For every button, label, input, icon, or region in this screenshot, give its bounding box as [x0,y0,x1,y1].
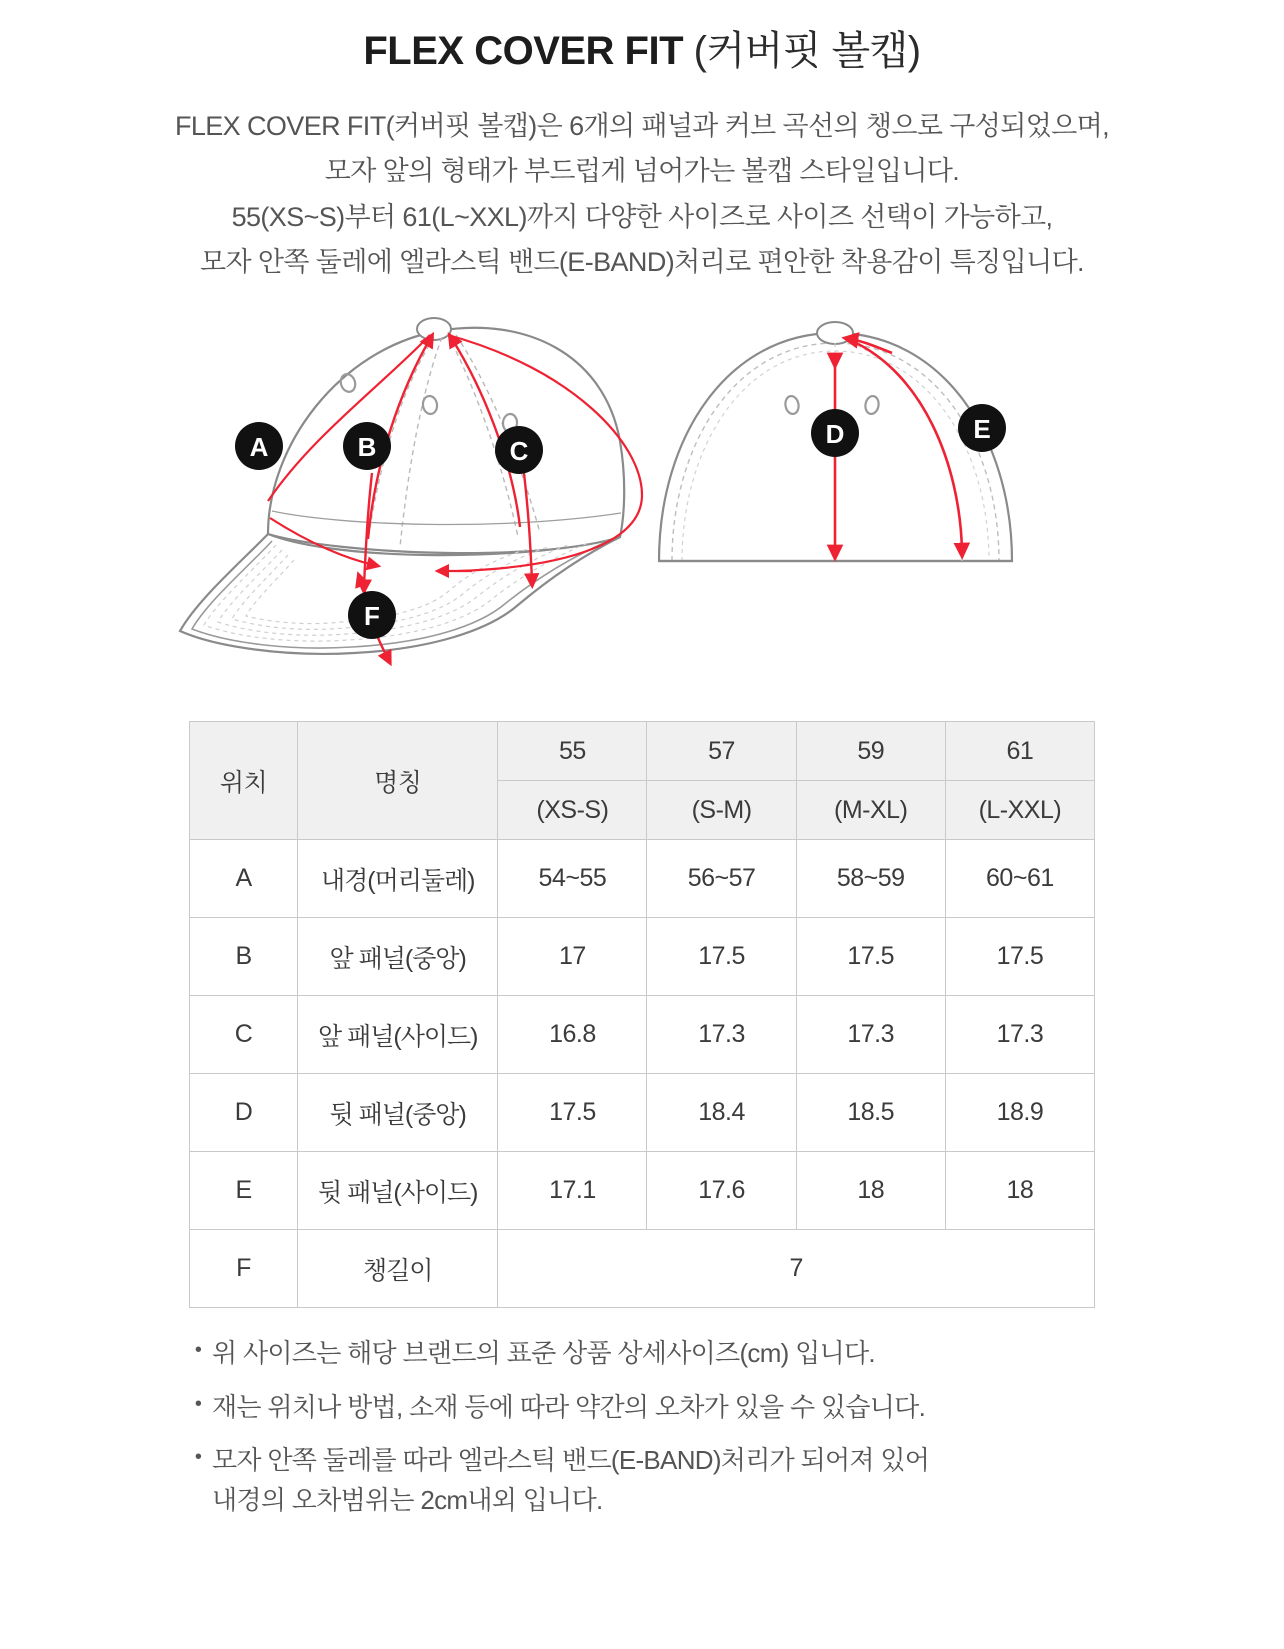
header-size-61: 61 [945,722,1094,781]
cell-value: 18 [796,1152,945,1230]
intro-paragraph [72,104,1212,285]
bullet-icon: • [194,1446,202,1469]
page-title [0,0,1284,74]
page-title-sub: (커버핏 볼캡) [693,29,921,73]
table-row [190,1230,1095,1308]
header-range-xs-s: (XS-S) [498,781,647,840]
note-item [184,1334,1122,1374]
top-button [417,318,451,340]
intro-line-1: FLEX COVER FIT(커버핏 볼캡)은 6개의 패널과 커브 곡선의 챙으로 구성되었으며, [174,111,1110,141]
marker-d [811,409,859,457]
cell-value-merged: 7 [498,1230,1095,1308]
cell-value: 18.9 [945,1074,1094,1152]
marker-e-label: E [973,414,991,445]
cell-value: 17.5 [945,918,1094,996]
header-name: 명칭 [298,722,498,840]
size-table-head [190,722,1095,840]
note-item [184,1388,1122,1428]
table-row [190,996,1095,1074]
table-row [190,840,1095,918]
cell-value: 58~59 [796,840,945,918]
cell-value: 54~55 [498,840,647,918]
cell-value: 17 [498,918,647,996]
cell-value: 17.5 [796,918,945,996]
cell-value: 18 [945,1152,1094,1230]
note-text [212,1334,1122,1374]
cell-name: 뒷 패널(중앙) [298,1074,498,1152]
cell-value: 18.5 [796,1074,945,1152]
bullet-icon: • [194,1392,202,1415]
marker-b-label: B [357,432,377,463]
cap-diagram-svg [172,313,1112,693]
header-range-s-m: (S-M) [647,781,796,840]
cell-position: E [190,1152,298,1230]
header-row-1 [190,722,1095,781]
note-line: 내경의 오차범위는 2cm내외 입니다. [212,1484,603,1515]
marker-b [343,422,391,470]
note-line: 위 사이즈는 해당 브랜드의 표준 상품 상세사이즈(cm) 입니다. [212,1338,875,1369]
note-text [212,1388,1122,1428]
cell-value: 17.5 [647,918,796,996]
marker-e [958,404,1006,452]
marker-f-label: F [364,601,380,632]
cell-value: 17.1 [498,1152,647,1230]
size-table-container [189,721,1095,1308]
cell-value: 18.4 [647,1074,796,1152]
header-range-l-xxl: (L-XXL) [945,781,1094,840]
page-title-main: FLEX COVER FIT [363,29,684,73]
header-size-57: 57 [647,722,796,781]
cap-measurement-diagram [0,313,1284,693]
marker-d-label: D [825,419,845,450]
cell-value: 17.3 [647,996,796,1074]
cell-name: 앞 패널(사이드) [298,996,498,1074]
cell-name: 앞 패널(중앙) [298,918,498,996]
table-row [190,918,1095,996]
table-row [190,1074,1095,1152]
back-top-button [817,322,853,344]
marker-a-label: A [249,432,269,463]
intro-line-2: 모자 앞의 형태가 부드럽게 넘어가는 볼캡 스타일입니다. [324,156,960,187]
marker-c-label: C [509,436,529,467]
intro-line-4: 모자 안쪽 둘레에 엘라스틱 밴드(E-BAND)처리로 편안한 착용감이 특징입니다. [200,247,1084,278]
marker-f [348,591,396,639]
header-size-55: 55 [498,722,647,781]
cell-value: 56~57 [647,840,796,918]
header-size-59: 59 [796,722,945,781]
cell-position: F [190,1230,298,1308]
cell-position: C [190,996,298,1074]
cell-value: 17.3 [945,996,1094,1074]
cell-name: 챙길이 [298,1230,498,1308]
cell-position: B [190,918,298,996]
cell-value: 17.3 [796,996,945,1074]
cell-position: D [190,1074,298,1152]
size-table [189,721,1095,1308]
note-item [184,1441,1122,1520]
size-table-body [190,840,1095,1308]
header-position: 위치 [190,722,298,840]
intro-line-3: 55(XS~S)부터 61(L~XXL)까지 다양한 사이즈로 사이즈 선택이 가능하고, [231,201,1053,232]
note-line: 재는 위치나 방법, 소재 등에 따라 약간의 오차가 있을 수 있습니다. [212,1391,926,1422]
cell-value: 60~61 [945,840,1094,918]
cell-position: A [190,840,298,918]
cell-value: 16.8 [498,996,647,1074]
note-line: 모자 안쪽 둘레를 따라 엘라스틱 밴드(E-BAND)처리가 되어져 있어 [212,1445,930,1476]
cell-name: 뒷 패널(사이드) [298,1152,498,1230]
table-row [190,1152,1095,1230]
marker-c [495,426,543,474]
cap-side-view [180,318,642,659]
bullet-icon: • [194,1339,202,1362]
cap-back-view [659,322,1012,561]
cell-value: 17.6 [647,1152,796,1230]
note-text [212,1441,1122,1520]
notes-list [162,1334,1122,1520]
marker-a [235,422,283,470]
cell-value: 17.5 [498,1074,647,1152]
cell-name: 내경(머리둘레) [298,840,498,918]
header-range-m-xl: (M-XL) [796,781,945,840]
